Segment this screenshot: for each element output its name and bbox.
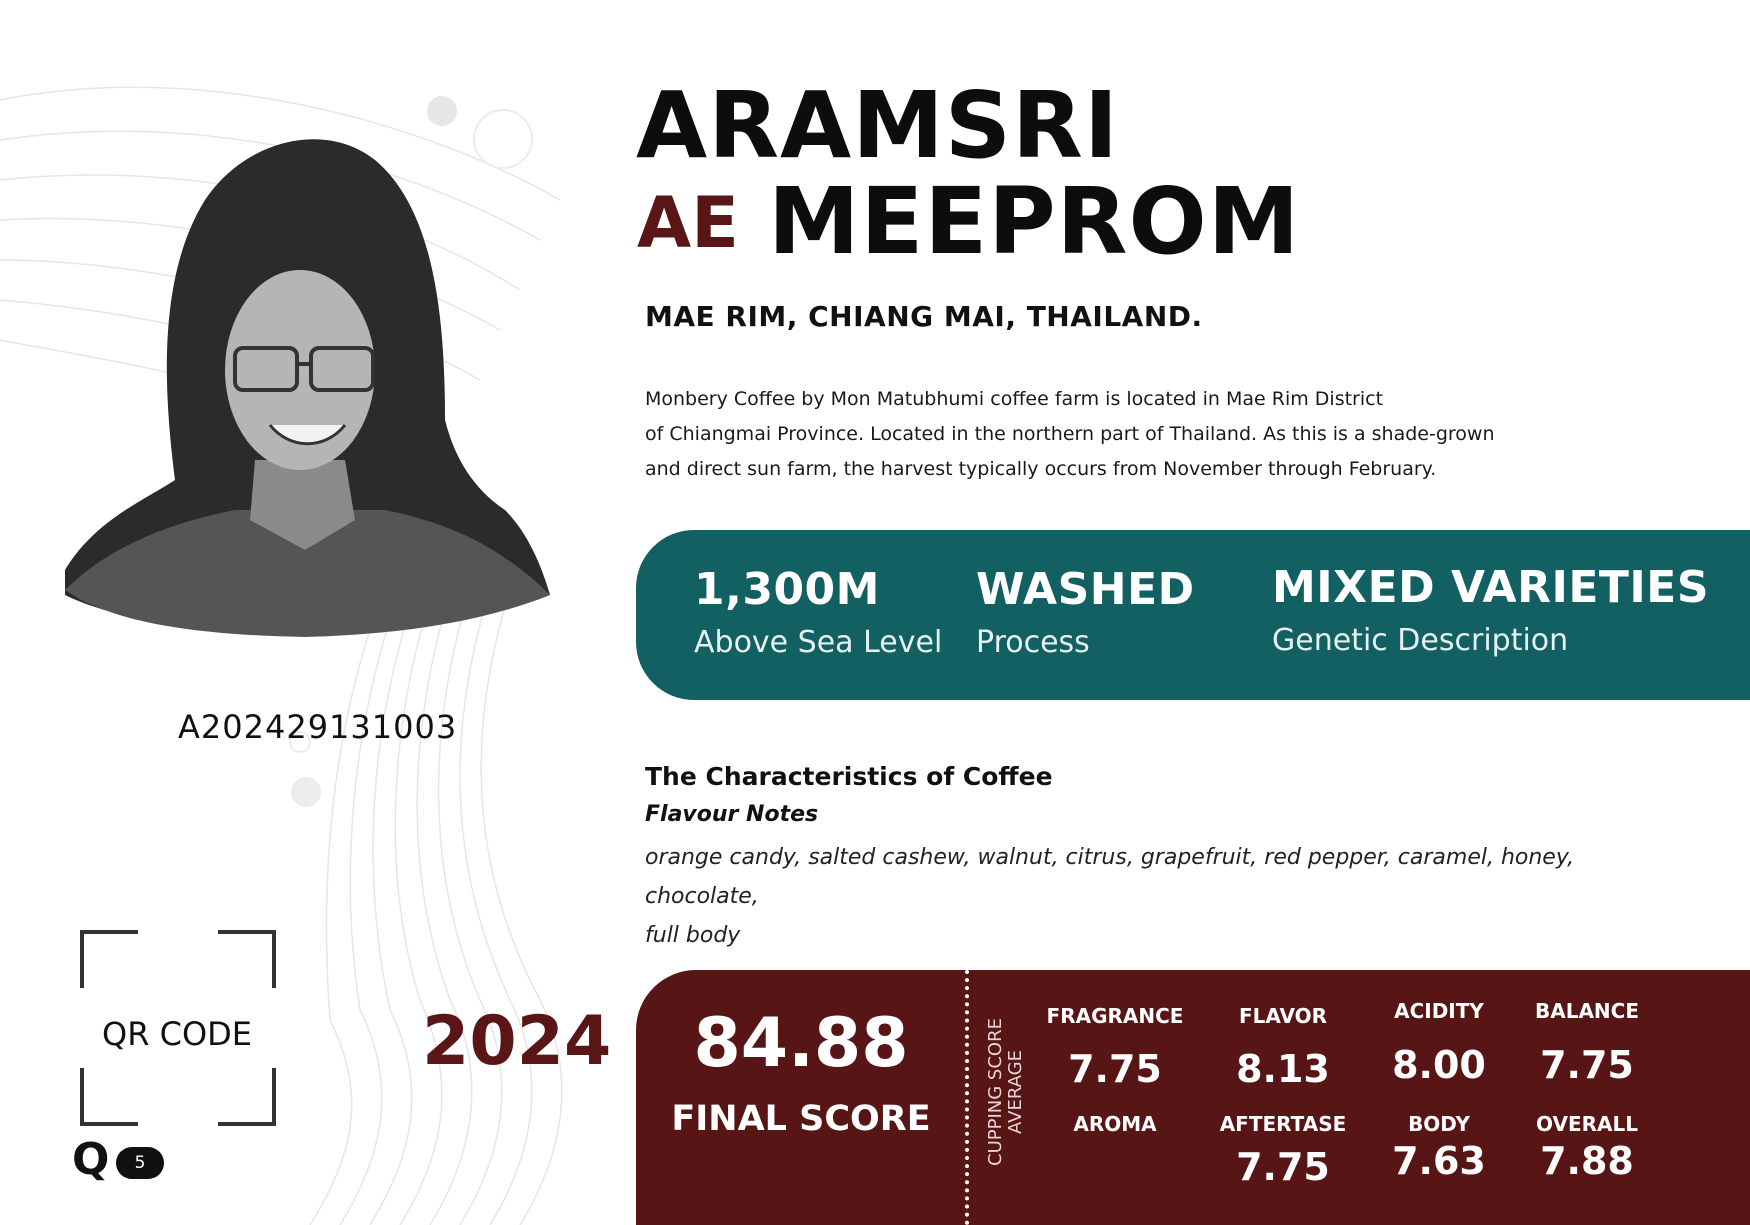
cupping-score-average-label (986, 1002, 1026, 1182)
overall-label: OVERALL (1536, 1112, 1638, 1136)
final-score-value: 84.88 (693, 1004, 909, 1083)
serial-number: A202429131003 (178, 708, 458, 746)
aroma-label: AROMA (1073, 1112, 1157, 1136)
final-score-label: FINAL SCORE (671, 1099, 931, 1139)
characteristics-title: The Characteristics of Coffee (645, 762, 1053, 791)
score-band (636, 970, 1750, 1225)
producer-location: MAE RIM, CHIANG MAI, THAILAND. (645, 300, 1203, 333)
altitude-value: 1,300M (694, 564, 880, 615)
qr-code-placeholder[interactable]: QR CODE (102, 1015, 252, 1053)
flavour-notes-line: full body (645, 923, 741, 948)
dotted-divider (965, 970, 969, 1225)
producer-last-name: MEEPROM (768, 168, 1301, 275)
info-band (636, 530, 1750, 700)
acidity-value: 8.00 (1392, 1043, 1486, 1087)
producer-first-name: ARAMSRI (636, 72, 1120, 179)
flavour-notes-title: Flavour Notes (645, 802, 819, 827)
cupping-label-line: CUPPING SCORE (985, 1018, 1006, 1166)
farm-description (645, 382, 1505, 487)
variety-info (1272, 562, 1710, 658)
altitude-label: Above Sea Level (694, 625, 943, 660)
body-value: 7.63 (1392, 1139, 1486, 1183)
altitude-info (694, 564, 943, 660)
flavor-label: FLAVOR (1238, 1004, 1328, 1028)
aftertase-label: AFTERTASE (1219, 1112, 1347, 1136)
flavour-notes-line: orange candy, salted cashew, walnut, citrus, grapefruit, red pepper, caramel, honey, chocolate, (645, 845, 1575, 909)
fragrance-value: 7.75 (1068, 1047, 1162, 1091)
q-badge: 5 (116, 1147, 164, 1179)
process-value: WASHED (976, 564, 1195, 615)
q-logo: Q (72, 1134, 110, 1185)
harvest-year: 2024 (422, 1002, 612, 1081)
description-line: and direct sun farm, the harvest typically occurs from November through February. (645, 458, 1437, 480)
flavor-value: 8.13 (1236, 1047, 1330, 1091)
producer-portrait (55, 120, 555, 640)
description-line: of Chiangmai Province. Located in the northern part of Thailand. As this is a shade-grown (645, 423, 1495, 445)
flavour-notes (645, 838, 1645, 955)
process-label: Process (976, 625, 1090, 660)
overall-value: 7.88 (1540, 1139, 1634, 1183)
variety-label: Genetic Description (1272, 623, 1569, 658)
body-label: BODY (1408, 1112, 1470, 1136)
description-line: Monbery Coffee by Mon Matubhumi coffee farm is located in Mae Rim District (645, 388, 1384, 410)
aftertase-value: 7.75 (1236, 1145, 1330, 1189)
balance-label: BALANCE (1534, 999, 1640, 1023)
cupping-label-line: AVERAGE (1005, 1050, 1026, 1134)
variety-value: MIXED VARIETIES (1272, 562, 1710, 613)
fragrance-label: FRAGRANCE (1046, 1004, 1184, 1028)
producer-nickname: AE (637, 182, 739, 264)
acidity-label: ACIDITY (1394, 999, 1484, 1023)
balance-value: 7.75 (1540, 1043, 1634, 1087)
process-info (976, 564, 1195, 660)
